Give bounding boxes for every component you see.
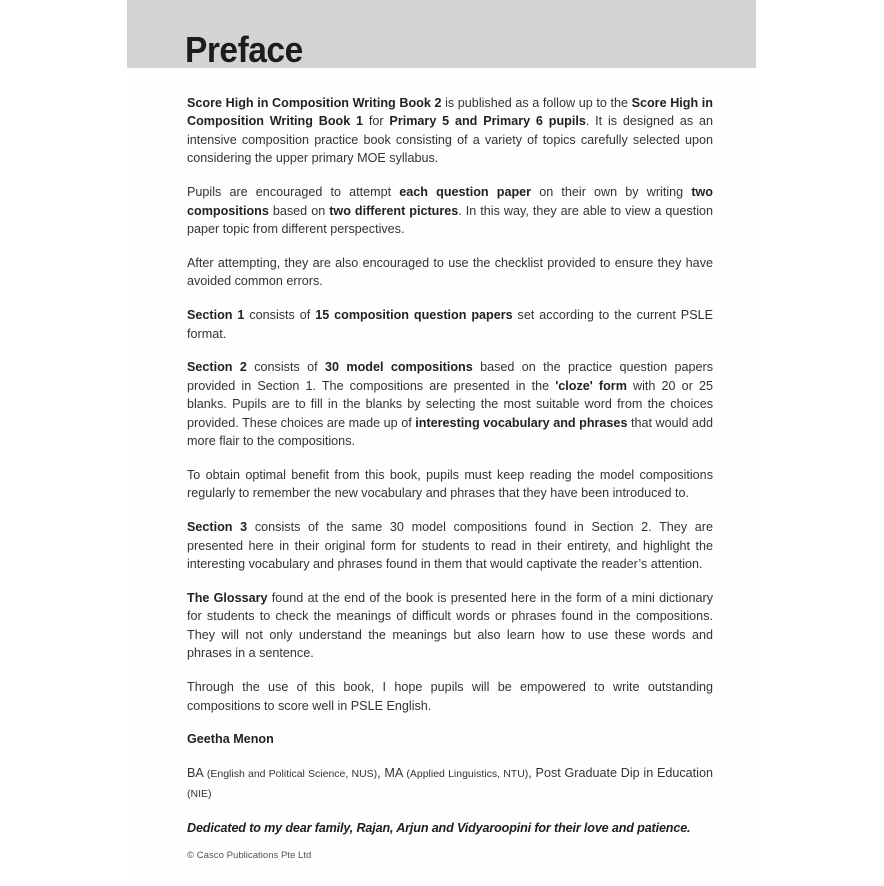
dedication: Dedicated to my dear family, Rajan, Arjun and Vidyaroopini for their love and patience. (187, 820, 691, 835)
copyright-footer: © Casco Publications Pte Ltd (187, 850, 312, 861)
book-page (127, 0, 756, 886)
paragraph-approach: Pupils are encouraged to attempt each question paper on their own by writing two compositions based on two different pictures. In this way, they are able to view a question paper topic from different perspectives. (187, 185, 714, 236)
paragraph-intro: Score High in Composition Writing Book 2 is published as a follow up to the Score High in Composition Writing Book 1 for Primary 5 and Primary 6 pupils. It is designed as an intensive composition practice book consisting of a variety of topics carefully selected upon considering the upper primary MOE syllabus. (187, 96, 713, 166)
author-credentials: BA (English and Political Science, NUS), MA (Applied Linguistics, NTU), Post Graduate Dip in Education (NIE) (187, 766, 713, 800)
paragraph-section-3: Section 3 consists of the same 30 model compositions found in Section 2. They are presented here in their original form for students to read in their entirety, and highlight the interesting vocabulary and phrases found in them that would captivate the reader’s attention. (187, 520, 713, 572)
page-title: Preface (185, 29, 303, 70)
paragraph-section-2: Section 2 consists of 30 model compositions based on the practice question papers provided in Section 1. The compositions are presented in the 'cloze' form with 20 or 25 blanks. Pupils are to fill in the blanks by selecting the most suitable word from the choices provided. These choices are made up of interesting vocabulary and phrases that would add more flair to the compositions. (187, 360, 714, 449)
preface-body (187, 94, 713, 853)
paragraph-glossary: The Glossary found at the end of the book is presented here in the form of a mini dictionary for students to check the meanings of difficult words or phrases found in the compositions. They will not only understand the meanings but also learn how to use these words and phrases in a sentence. (187, 591, 713, 661)
paragraph-benefit: To obtain optimal benefit from this book, pupils must keep reading the model compositions regularly to remember the new vocabulary and phrases that they have been introduced to. (187, 468, 713, 501)
paragraph-checklist: After attempting, they are also encouraged to use the checklist provided to ensure they have avoided common errors. (187, 255, 713, 289)
paragraph-section-1: Section 1 consists of 15 composition question papers set according to the current PSLE format. (187, 308, 713, 341)
author-name: Geetha Menon (187, 732, 274, 747)
paragraph-closing: Through the use of this book, I hope pupils will be empowered to write outstanding compositions to score well in PSLE English. (187, 680, 713, 713)
